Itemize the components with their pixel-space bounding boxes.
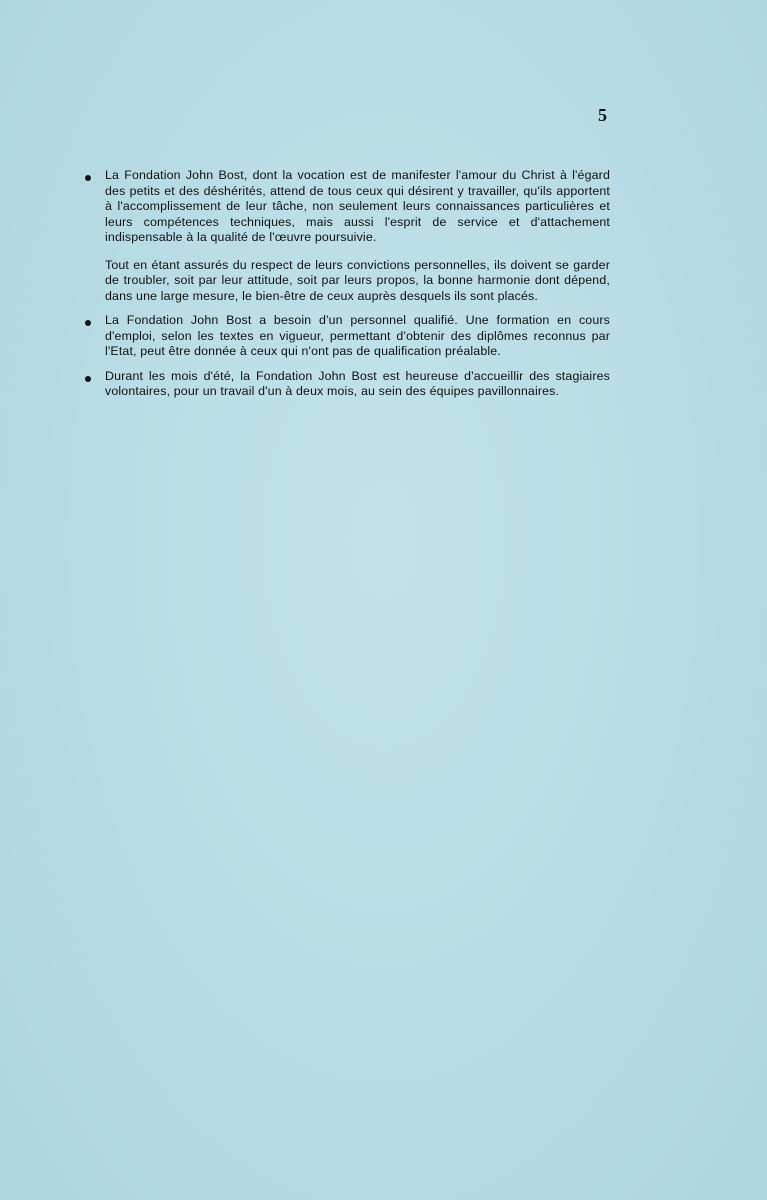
- bullet-icon: [85, 376, 91, 382]
- paragraph-personnel: La Fondation John Bost a besoin d'un personnel qualifié. Une formation en cours d'emploi, selon les textes en vigueur, permettant d'obtenir des diplômes reconnus par l'Etat, peut être donnée à ceux qui n'ont pas de qualification préalable.: [105, 313, 610, 358]
- paragraph-vocation: La Fondation John Bost, dont la vocation est de manifester l'amour du Christ à l'égard des petits et des déshérités, attend de tous ceux qui désirent y travailler, qu'ils apportent à l'accomplissement de leur tâche, non seulement leurs connaissances particulières et leurs compétences techniques, mais aussi l'esprit de service et d'attachement indispensable à la qualité de l'œuvre poursuivie.: [105, 168, 610, 244]
- bullet-item-stagiaires: [85, 369, 610, 400]
- bullet-item-personnel: [85, 313, 610, 360]
- page-number: 5: [598, 105, 607, 125]
- bullet-item-vocation: [85, 168, 610, 304]
- paragraph-convictions: Tout en étant assurés du respect de leurs convictions personnelles, ils doivent se garder de troubler, soit par leur attitude, soit par leurs propos, la bonne harmonie dont dépend, dans une large mesure, le bien-être de ceux auprès desquels ils sont placés.: [105, 257, 610, 303]
- bullet-icon: [85, 175, 91, 181]
- bullet-icon: [85, 320, 91, 326]
- main-content: [85, 168, 610, 409]
- paragraph-stagiaires: Durant les mois d'été, la Fondation John Bost est heureuse d'accueillir des stagiaires volontaires, pour un travail d'un à deux mois, au sein des équipes pavillonnaires.: [105, 368, 610, 398]
